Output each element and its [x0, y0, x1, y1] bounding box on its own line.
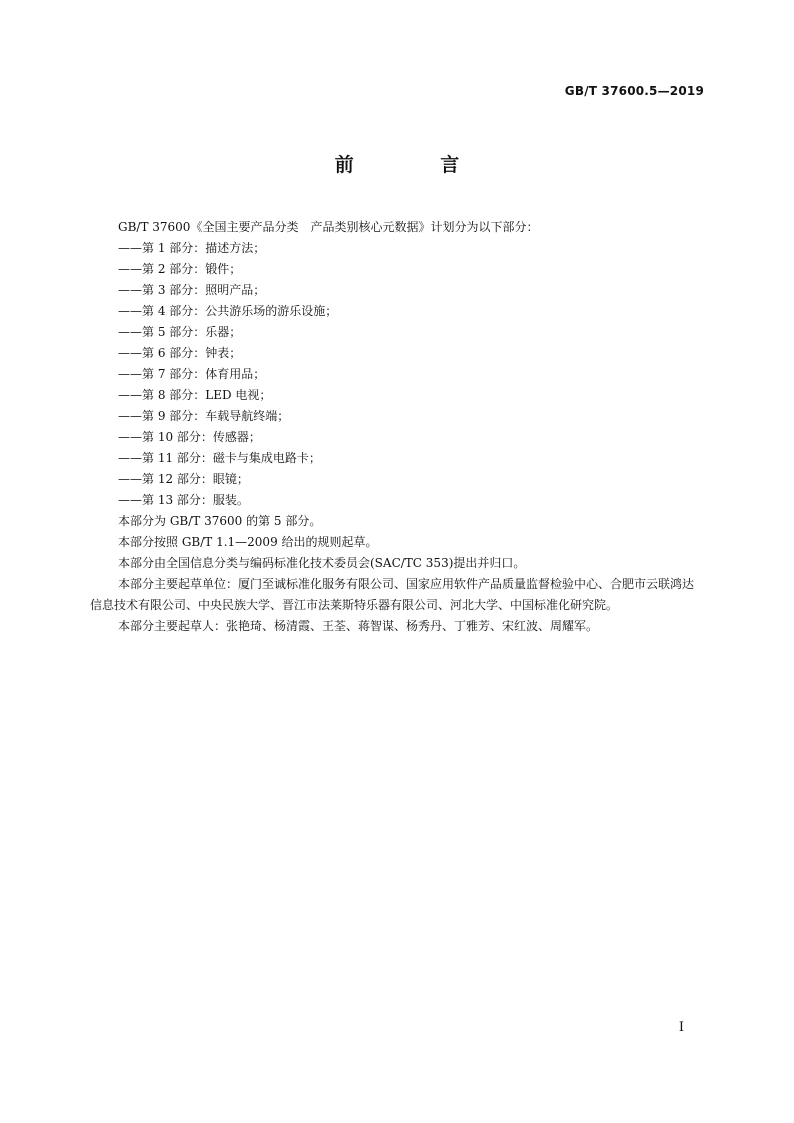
part-statement: 本部分为 GB/T 37600 的第 5 部分。 [118, 514, 322, 528]
list-item: ——第 6 部分：钟表； [118, 346, 242, 360]
drafting-organizations: 本部分主要起草单位：厦门至诚标准化服务有限公司、国家应用软件产品质量监督检验中心、合肥市云联鸿达信息技术有限公司、中央民族大学、晋江市法莱斯特乐器有限公司、河北大学、中国标准化研究院。 [90, 577, 695, 612]
list-item: ——第 12 部分：眼镜； [118, 472, 249, 486]
list-item: ——第 9 部分：车载导航终端； [118, 409, 290, 423]
list-item: ——第 5 部分：乐器； [118, 325, 242, 339]
list-item: ——第 10 部分：传感器； [118, 430, 261, 444]
drafting-rules: 本部分按照 GB/T 1.1—2009 给出的规则起草。 [118, 535, 378, 549]
list-item: ——第 13 部分：服装。 [118, 493, 249, 507]
document-code: GB/T 37600.5—2019 [564, 84, 704, 98]
parts-list [90, 238, 705, 511]
list-item: ——第 1 部分：描述方法； [118, 241, 266, 255]
list-item: ——第 3 部分：照明产品； [118, 283, 266, 297]
list-item: ——第 8 部分：LED 电视； [118, 388, 272, 402]
proposer-statement: 本部分由全国信息分类与编码标准化技术委员会(SAC/TC 353)提出并归口。 [118, 556, 526, 570]
list-item: ——第 11 部分：磁卡与集成电路卡； [118, 451, 321, 465]
page-title: 前 言 [334, 154, 500, 176]
page-number: I [678, 1020, 684, 1035]
list-item: ——第 2 部分：锻件； [118, 262, 242, 276]
list-item: ——第 7 部分：体育用品； [118, 367, 266, 381]
document-body [90, 217, 705, 637]
list-item: ——第 4 部分：公共游乐场的游乐设施； [118, 304, 338, 318]
drafters: 本部分主要起草人：张艳琦、杨清霞、王荃、蒋智谋、杨秀丹、丁雅芳、宋红波、周耀军。 [118, 619, 599, 633]
intro-paragraph: GB/T 37600《全国主要产品分类 产品类别核心元数据》计划分为以下部分： [118, 220, 539, 234]
